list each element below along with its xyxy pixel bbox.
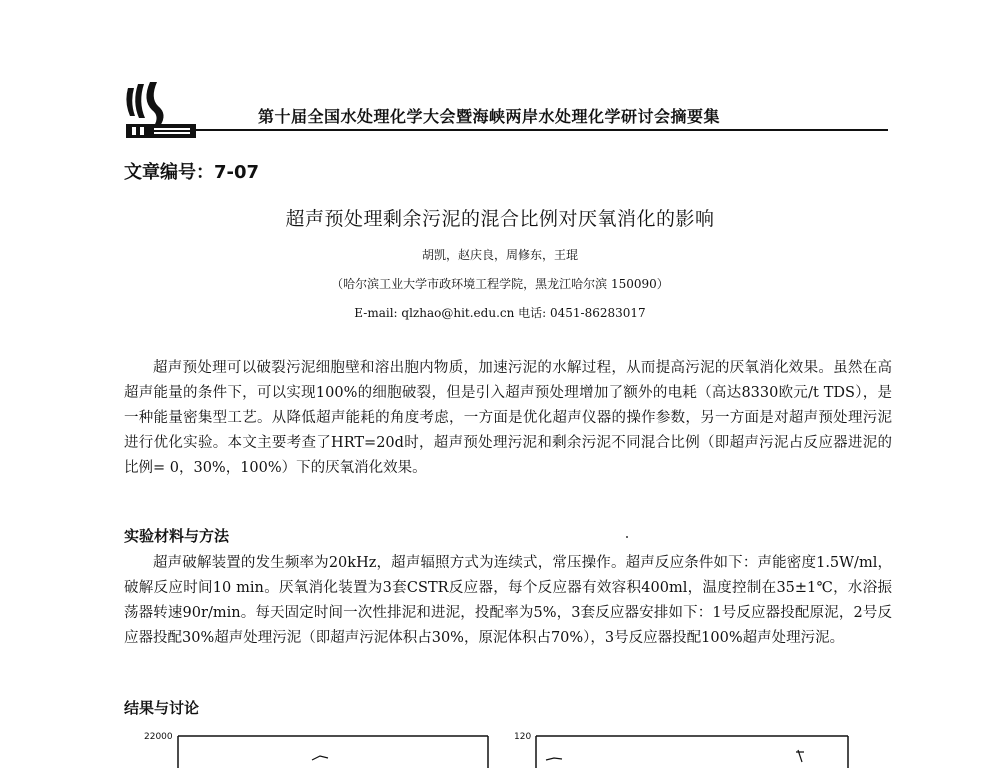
methods-paragraph-text: 超声破解装置的发生频率为20kHz，超声辐照方式为连续式，常压操作。超声反应条件如下：声能密度1.5W/ml，破解反应时间10 min。厌氧消化装置为3套CSTR反应器，每个反应器有效容积400ml，温度控制在35±1℃，水浴振荡器转速90r/min。每天固定时间一次性排泥和进泥，投配率为5%，3套反应器安排如下：1号反应器投配原泥，2号反应器投配30%超声处理污泥（即超声污泥体积占30%，原泥体积占70%），3号反应器投配100%超声处理污泥。 <box>124 555 892 646</box>
article-number: 文章编号：7-07 <box>124 162 260 183</box>
paper-affiliation: （哈尔滨工业大学市政环境工程学院，黑龙江哈尔滨 150090） <box>331 277 669 291</box>
section-heading-methods: 实验材料与方法 <box>124 527 230 545</box>
figure-left-chart <box>140 728 490 768</box>
section-heading-results: 结果与讨论 <box>124 699 200 717</box>
abstract-paragraph <box>124 356 892 481</box>
figure-right-chart <box>508 728 858 768</box>
intro-paragraph-text: 超声预处理可以破裂污泥细胞壁和溶出胞内物质，加速污泥的水解过程，从而提高污泥的厌氧消化效果。虽然在高超声能量的条件下，可以实现100%的细胞破裂，但是引入超声预处理增加了额外的电耗（高达8330欧元/t TDS），是一种能量密集型工艺。从降低超声能耗的角度考虑，一方面是优化超声仪器的操作参数，另一方面是对超声预处理污泥进行优化实验。本文主要考查了HRT=20d时，超声预处理污泥和剩余污泥不同混合比例（即超声污泥占反应器进泥的比例= 0，30%，100%）下的厌氧消化效果。 <box>124 360 892 476</box>
right-chart-y-tick: 120 <box>514 732 532 742</box>
proceedings-header-title: 第十届全国水处理化学大会暨海峡两岸水处理化学研讨会摘要集 <box>258 107 721 126</box>
header-divider <box>192 129 888 131</box>
scan-speck <box>626 536 628 538</box>
paper-contact: E-mail: qlzhao@hit.edu.cn 电话: 0451-86283017 <box>354 306 646 320</box>
paper-authors: 胡凯，赵庆良，周修东，王琨 <box>421 248 578 262</box>
conference-logo-icon <box>124 80 200 144</box>
paper-title: 超声预处理剩余污泥的混合比例对厌氧消化的影响 <box>285 208 715 230</box>
methods-paragraph <box>124 551 892 651</box>
left-chart-y-tick: 22000 <box>144 732 173 742</box>
